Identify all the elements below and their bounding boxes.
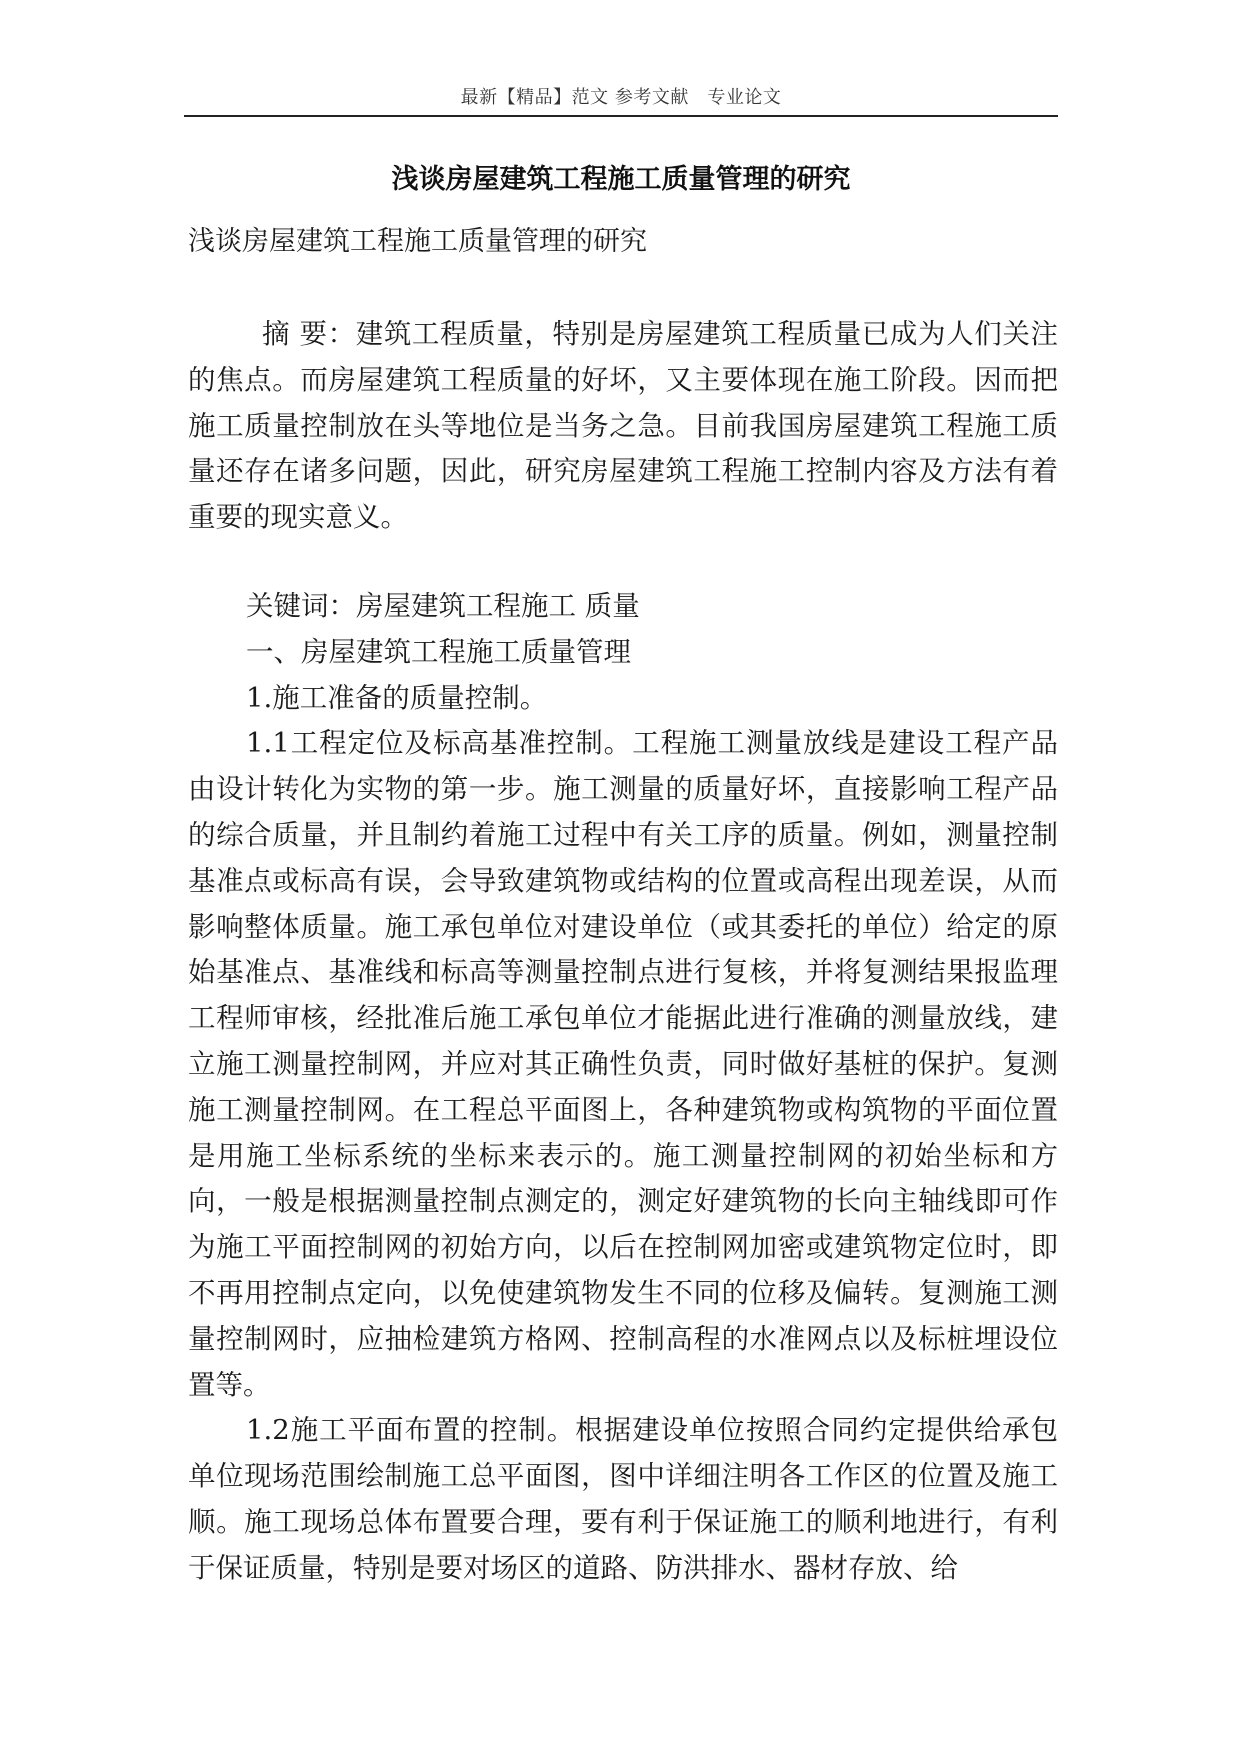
document-subtitle: 浅谈房屋建筑工程施工质量管理的研究 [188, 226, 647, 257]
running-header: 最新【精品】范文 参考文献 专业论文 [460, 87, 782, 108]
abstract-block [188, 312, 1058, 541]
abstract-paragraph: 摘 要：建筑工程质量，特别是房屋建筑工程质量已成为人们关注的焦点。而房屋建筑工程质量的好坏，又主要体现在施工阶段。因而把施工质量控制放在头等地位是当务之急。目前我国房屋建筑工程施工质量还存在诸多问题，因此，研究房屋建筑工程施工控制内容及方法有着重要的现实意义。 [188, 318, 1058, 534]
body-content [188, 584, 1058, 1592]
header-divider [184, 115, 1058, 117]
section-heading: 一、房屋建筑工程施工质量管理 [246, 635, 631, 668]
keywords-line: 关键词：房屋建筑工程施工 质量 [246, 590, 640, 622]
body-paragraph-1-1: 1.1工程定位及标高基准控制。工程施工测量放线是建设工程产品由设计转化为实物的第一步。施工测量的质量好坏，直接影响工程产品的综合质量，并且制约着施工过程中有关工序的质量。例如，测量控制基准点或标高有误，会导致建筑物或结构的位置或高程出现差误，从而影响整体质量。施工承包单位对建设单位（或其委托的单位）给定的原始基准点、基准线和标高等测量控制点进行复核，并将复测结果报监理工程师审核，经批准后施工承包单位才能据此进行准确的测量放线，建立施工测量控制网，并应对其正确性负责，同时做好基桩的保护。复测施工测量控制网。在工程总平面图上，各种建筑物或构筑物的平面位置是用施工坐标系统的坐标来表示的。施工测量控制网的初始坐标和方向，一般是根据测量控制点测定的，测定好建筑物的长向主轴线即可作为施工平面控制网的初始方向，以后在控制网加密或建筑物定位时，即不再用控制点定向，以免使建筑物发生不同的位移及偏转。复测施工测量控制网时，应抽检建筑方格网、控制高程的水准网点以及标桩埋设位置等。 [188, 727, 1058, 1401]
document-title: 浅谈房屋建筑工程施工质量管理的研究 [391, 164, 851, 195]
subsection-heading: 1.施工准备的质量控制。 [246, 681, 548, 714]
body-paragraph-1-2: 1.2施工平面布置的控制。根据建设单位按照合同约定提供给承包单位现场范围绘制施工总平面图，图中详细注明各工作区的位置及施工顺。施工现场总体布置要合理，要有利于保证施工的顺利地进行，有利于保证质量，特别是要对场区的道路、防洪排水、器材存放、给 [188, 1414, 1058, 1584]
